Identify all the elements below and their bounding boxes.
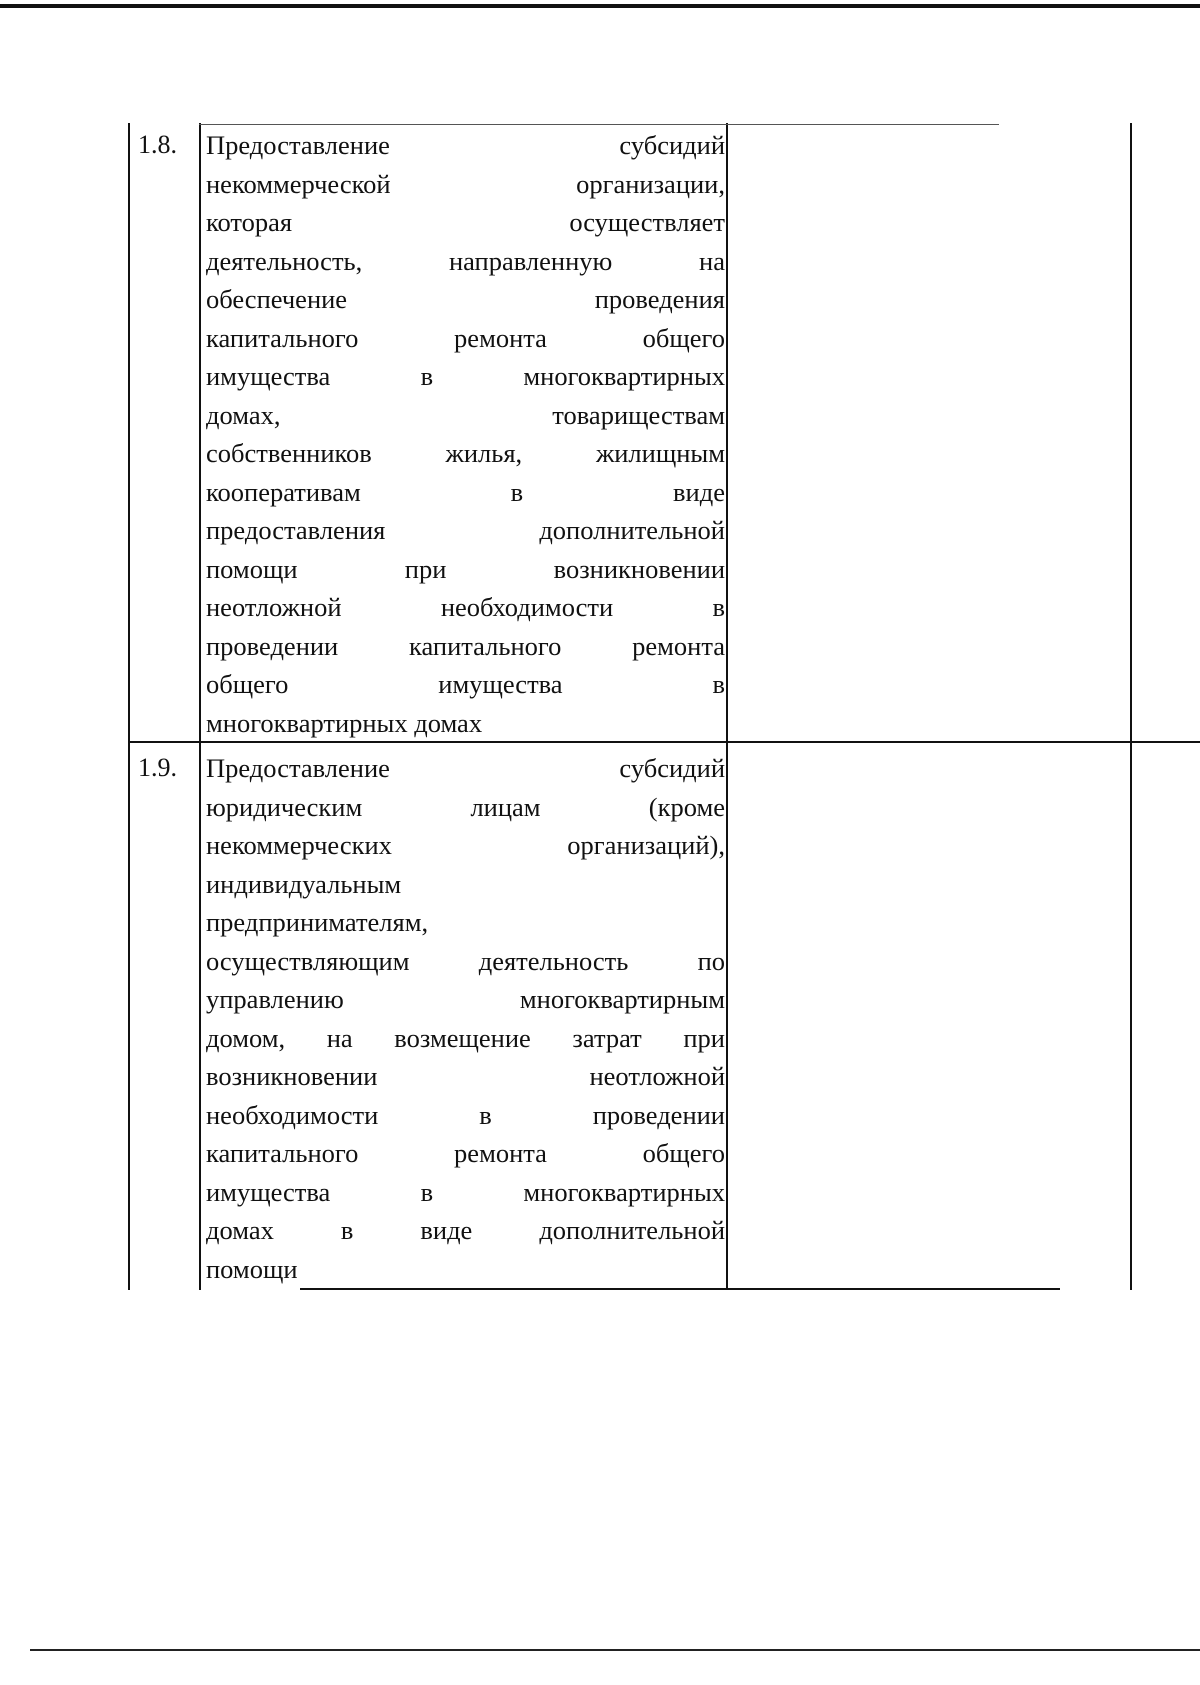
text-line: домом, на возмещение затрат при bbox=[206, 1022, 725, 1053]
text-line: возникновении неотложной bbox=[206, 1061, 725, 1091]
row-description bbox=[206, 126, 725, 742]
text-line: имущества в многоквартирных bbox=[206, 1176, 725, 1207]
row-number: 1.8. bbox=[138, 130, 177, 159]
table-border-left bbox=[128, 123, 130, 1290]
table-column-divider-1 bbox=[199, 123, 201, 1290]
text-line: управлению многоквартирным bbox=[206, 984, 725, 1014]
text-line: Предоставление субсидий bbox=[206, 130, 725, 160]
text-line: некоммерческих организаций), bbox=[206, 830, 725, 860]
text-line: кооперативам в виде bbox=[206, 476, 725, 507]
text-line: проведении капитального ремонта bbox=[206, 630, 725, 661]
text-line: некоммерческой организации, bbox=[206, 168, 725, 199]
text-line: имущества в многоквартирных bbox=[206, 361, 725, 391]
row-number: 1.9. bbox=[138, 753, 177, 782]
table-top-border bbox=[199, 124, 999, 125]
text-line: неотложной необходимости в bbox=[206, 592, 725, 622]
text-line: предпринимателям, bbox=[206, 907, 429, 937]
text-line: многоквартирных домах bbox=[206, 707, 483, 738]
table-column-divider-2 bbox=[726, 123, 728, 1290]
page-top-rule bbox=[0, 4, 1200, 8]
table-column-divider-3 bbox=[1130, 123, 1132, 1290]
text-line: осуществляющим деятельность по bbox=[206, 945, 725, 976]
text-line: общего имущества в bbox=[206, 669, 725, 699]
text-line: помощи bbox=[206, 1253, 298, 1284]
text-line: деятельность, направленную на bbox=[206, 245, 725, 276]
row-description bbox=[206, 749, 725, 1288]
text-line: собственников жилья, жилищным bbox=[206, 438, 725, 468]
text-line: предоставления дополнительной bbox=[206, 515, 725, 545]
text-line: необходимости в проведении bbox=[206, 1099, 725, 1130]
text-line: обеспечение проведения bbox=[206, 284, 725, 314]
text-line: которая осуществляет bbox=[206, 207, 725, 237]
text-line: домах, товариществам bbox=[206, 399, 725, 430]
text-line: юридическим лицам (кроме bbox=[206, 791, 725, 822]
text-line: Предоставление субсидий bbox=[206, 753, 725, 783]
table-bottom-border bbox=[300, 1288, 1060, 1290]
page-bottom-rule bbox=[30, 1649, 1200, 1651]
text-line: капитального ремонта общего bbox=[206, 322, 725, 353]
text-line: помощи при возникновении bbox=[206, 553, 725, 584]
text-line: домах в виде дополнительной bbox=[206, 1215, 725, 1245]
text-line: капитального ремонта общего bbox=[206, 1138, 725, 1168]
text-line: индивидуальным bbox=[206, 868, 402, 899]
